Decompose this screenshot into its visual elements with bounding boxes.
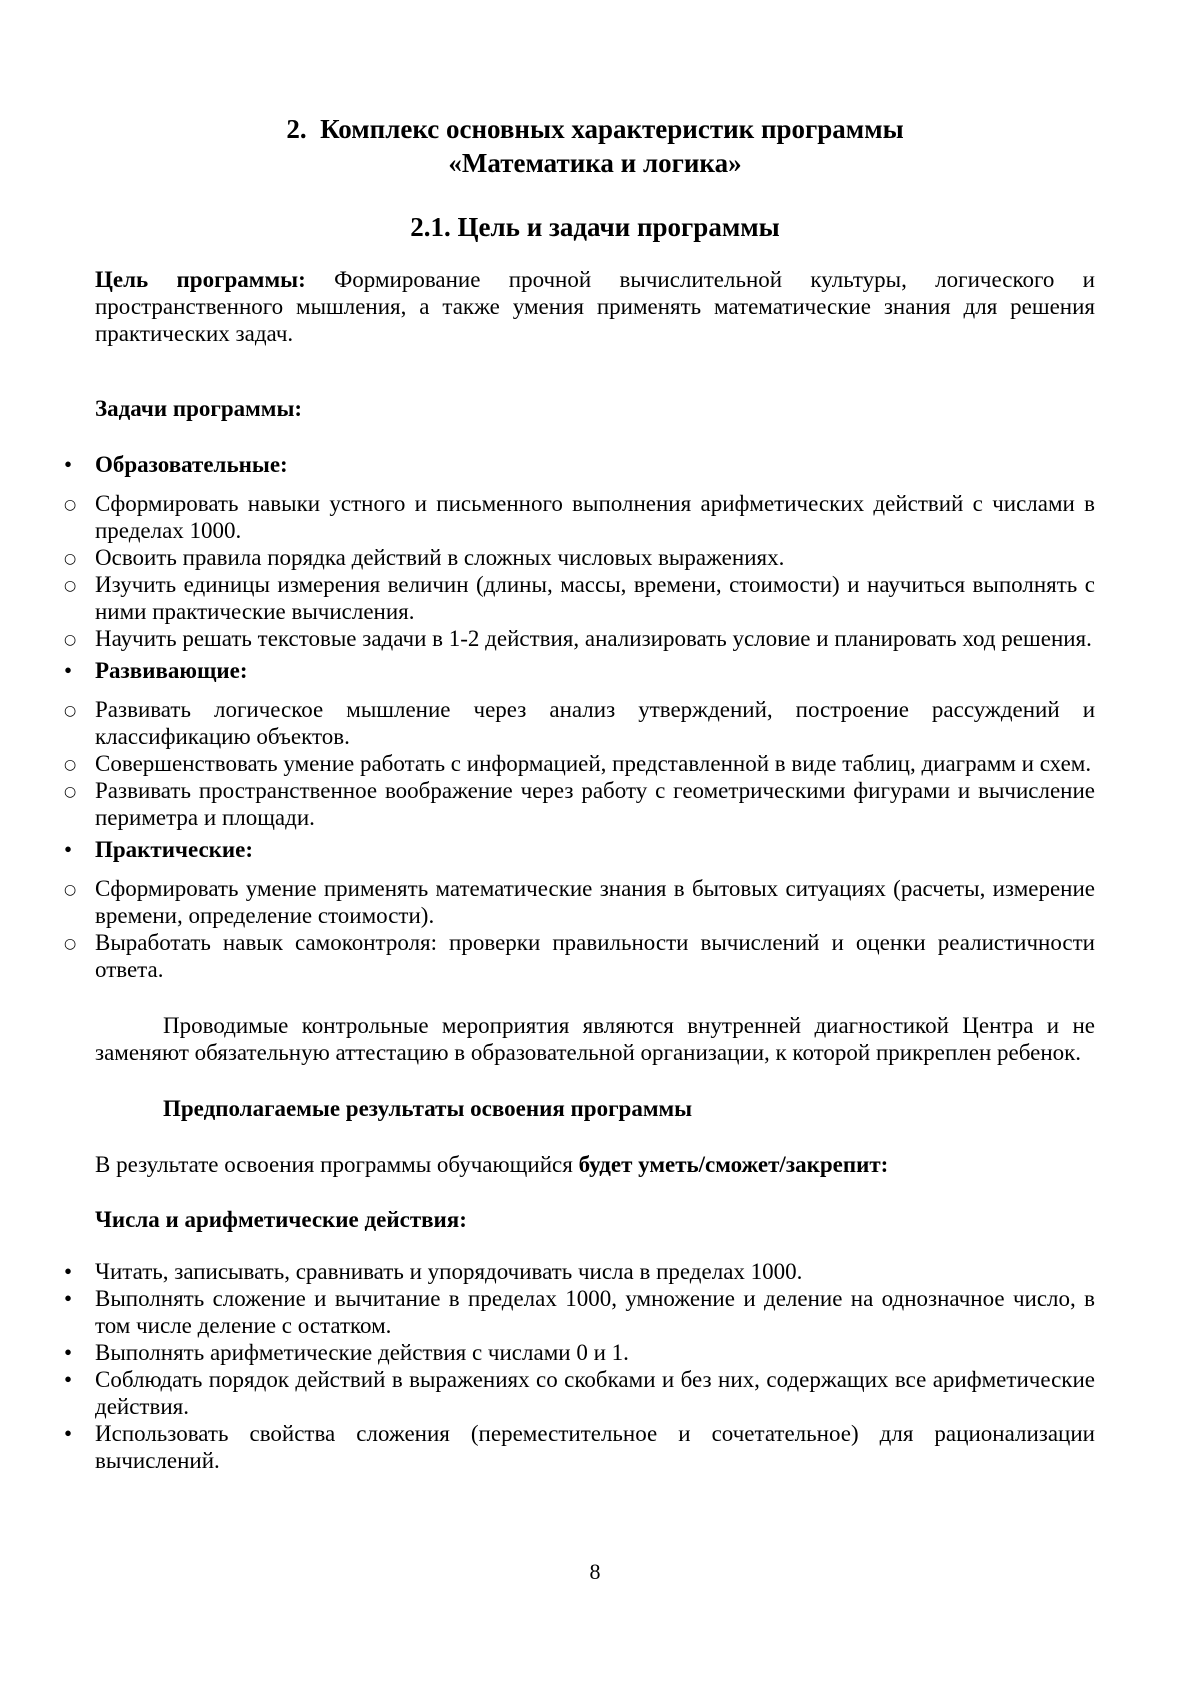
task-item bbox=[64, 490, 1095, 544]
bullet-icon: • bbox=[64, 1286, 73, 1311]
task-item-text: Научить решать текстовые задачи в 1-2 действия, анализировать условие и планировать ход решения. bbox=[95, 626, 1092, 651]
note-paragraph: Проводимые контрольные мероприятия являются внутренней диагностикой Центра и не заменяют обязательную аттестацию в образовательной организации, к которой прикреплен ребенок. bbox=[95, 1013, 1095, 1065]
bullet-icon: • bbox=[64, 1259, 73, 1284]
circle-bullet-icon: ○ bbox=[64, 936, 77, 952]
task-item-text: Сформировать навыки устного и письменного выполнения арифметических действий с числами в пределах 1000. bbox=[95, 491, 1095, 543]
result-item-text: Использовать свойства сложения (переместительное и сочетательное) для рационализации вычислений. bbox=[95, 1421, 1095, 1473]
numbers-heading: Числа и арифметические действия: bbox=[95, 1207, 467, 1232]
results-intro bbox=[95, 1151, 1095, 1178]
task-group-developmental-heading bbox=[64, 657, 1095, 684]
results-intro-bold: будет уметь/сможет/закрепит: bbox=[578, 1152, 889, 1177]
bullet-icon: • bbox=[64, 452, 73, 477]
task-item-text: Совершенствовать умение работать с информацией, представленной в виде таблиц, диаграмм и схем. bbox=[95, 751, 1092, 776]
result-item-text: Выполнять арифметические действия с числами 0 и 1. bbox=[95, 1340, 629, 1365]
result-item-text: Соблюдать порядок действий в выражениях со скобками и без них, содержащих все арифметические действия. bbox=[95, 1367, 1095, 1419]
circle-bullet-icon: ○ bbox=[64, 551, 77, 567]
goal-label: Цель программы: bbox=[95, 267, 306, 292]
result-item-text: Читать, записывать, сравнивать и упорядочивать числа в пределах 1000. bbox=[95, 1259, 803, 1284]
results-heading: Предполагаемые результаты освоения программы bbox=[163, 1096, 693, 1121]
goal-text: Формирование прочной вычислительной культуры, логического и пространственного мышления, а также умения применять математические знания для решения практических задач. bbox=[95, 267, 1095, 346]
task-item bbox=[64, 750, 1095, 777]
circle-bullet-icon: ○ bbox=[64, 784, 77, 800]
result-item bbox=[64, 1420, 1095, 1474]
task-item-text: Изучить единицы измерения величин (длины, массы, времени, стоимости) и научиться выполнять с ними практические вычисления. bbox=[95, 572, 1095, 624]
task-group-label: Развивающие: bbox=[95, 658, 248, 683]
task-item-text: Развивать логическое мышление через анализ утверждений, построение рассуждений и классификацию объектов. bbox=[95, 697, 1095, 749]
task-item bbox=[64, 544, 1095, 571]
doc-title-line1: 2. Комплекс основных характеристик программы bbox=[286, 114, 904, 144]
task-item-text: Сформировать умение применять математические знания в бытовых ситуациях (расчеты, измерение времени, определение стоимости). bbox=[95, 876, 1095, 928]
task-item bbox=[64, 696, 1095, 750]
bullet-icon: • bbox=[64, 658, 73, 683]
result-item bbox=[64, 1258, 1095, 1285]
bullet-icon: • bbox=[64, 1421, 73, 1446]
task-item bbox=[64, 571, 1095, 625]
task-item bbox=[64, 929, 1095, 983]
task-group-label: Практические: bbox=[95, 837, 254, 862]
task-group-practical-heading bbox=[64, 836, 1095, 863]
goal-paragraph bbox=[95, 266, 1095, 347]
task-group-educational-heading bbox=[64, 451, 1095, 478]
bullet-icon: • bbox=[64, 1340, 73, 1365]
task-item-text: Выработать навык самоконтроля: проверки правильности вычислений и оценки реалистичности ответа. bbox=[95, 930, 1095, 982]
page-number: 8 bbox=[589, 1559, 601, 1584]
task-item-text: Развивать пространственное воображение через работу с геометрическими фигурами и вычисление периметра и площади. bbox=[95, 778, 1095, 830]
circle-bullet-icon: ○ bbox=[64, 578, 77, 594]
section-heading: 2.1. Цель и задачи программы bbox=[410, 212, 780, 242]
circle-bullet-icon: ○ bbox=[64, 497, 77, 513]
results-intro-normal: В результате освоения программы обучающийся bbox=[95, 1152, 573, 1177]
bullet-icon: • bbox=[64, 837, 73, 862]
result-item-text: Выполнять сложение и вычитание в пределах 1000, умножение и деление на однозначное число, в том числе деление с остатком. bbox=[95, 1286, 1095, 1338]
task-item bbox=[64, 625, 1095, 652]
bullet-icon: • bbox=[64, 1367, 73, 1392]
tasks-heading: Задачи программы: bbox=[95, 396, 303, 421]
task-group-label: Образовательные: bbox=[95, 452, 288, 477]
result-item bbox=[64, 1366, 1095, 1420]
doc-title-line2: «Математика и логика» bbox=[448, 148, 742, 178]
task-item-text: Освоить правила порядка действий в сложных числовых выражениях. bbox=[95, 545, 785, 570]
result-item bbox=[64, 1285, 1095, 1339]
circle-bullet-icon: ○ bbox=[64, 703, 77, 719]
circle-bullet-icon: ○ bbox=[64, 632, 77, 648]
circle-bullet-icon: ○ bbox=[64, 882, 77, 898]
task-item bbox=[64, 777, 1095, 831]
circle-bullet-icon: ○ bbox=[64, 757, 77, 773]
result-item bbox=[64, 1339, 1095, 1366]
task-item bbox=[64, 875, 1095, 929]
